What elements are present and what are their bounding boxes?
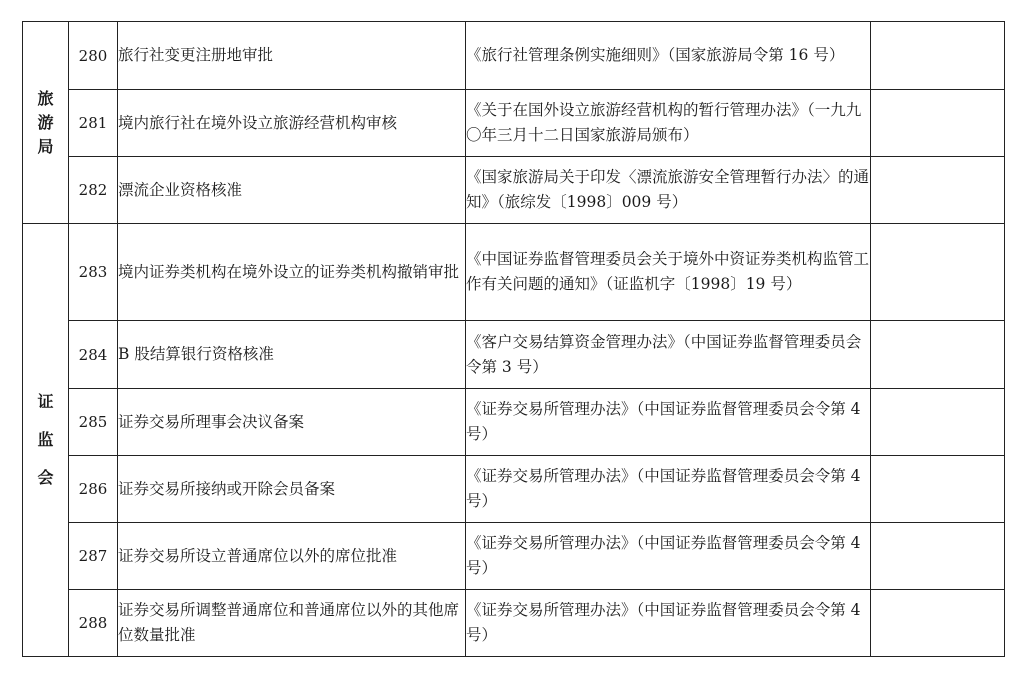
remarks-cell [871, 224, 1005, 321]
department-cell-csrc [23, 224, 69, 657]
table-row [23, 523, 1005, 590]
legal-basis: 《证券交易所管理办法》（中国证券监督管理委员会令第 4 号） [466, 523, 871, 590]
department-char: 证 [37, 392, 54, 411]
item-name: 漂流企业资格核准 [118, 157, 466, 224]
item-number: 285 [69, 389, 118, 456]
item-name: 旅行社变更注册地审批 [118, 22, 466, 90]
remarks-cell [871, 321, 1005, 389]
legal-basis: 《证券交易所管理办法》（中国证券监督管理委员会令第 4 号） [466, 590, 871, 657]
legal-basis: 《客户交易结算资金管理办法》（中国证券监督管理委员会令第 3 号） [466, 321, 871, 389]
table-row [23, 90, 1005, 157]
item-name: 证券交易所调整普通席位和普通席位以外的其他席位数量批准 [118, 590, 466, 657]
remarks-cell [871, 590, 1005, 657]
department-char: 局 [37, 136, 54, 156]
item-name: 境内证券类机构在境外设立的证券类机构撤销审批 [118, 224, 466, 321]
department-cell-cnta [23, 22, 69, 224]
legal-basis: 《旅行社管理条例实施细则》（国家旅游局令第 16 号） [466, 22, 871, 90]
table-row [23, 321, 1005, 389]
legal-basis: 《证券交易所管理办法》（中国证券监督管理委员会令第 4 号） [466, 456, 871, 523]
legal-basis: 《关于在国外设立旅游经营机构的暂行管理办法》（一九九〇年三月十二日国家旅游局颁布） [466, 90, 871, 157]
remarks-cell [871, 90, 1005, 157]
department-char: 游 [37, 112, 54, 132]
item-name: 证券交易所接纳或开除会员备案 [118, 456, 466, 523]
department-char: 监 [37, 430, 54, 449]
item-number: 284 [69, 321, 118, 389]
table-row [23, 22, 1005, 90]
table-row [23, 590, 1005, 657]
table-row [23, 456, 1005, 523]
item-number: 286 [69, 456, 118, 523]
remarks-cell [871, 157, 1005, 224]
legal-basis: 《证券交易所管理办法》（中国证券监督管理委员会令第 4 号） [466, 389, 871, 456]
legal-basis: 《中国证券监督管理委员会关于境外中资证券类机构监管工作有关问题的通知》（证监机字〔1998〕19 号） [466, 224, 871, 321]
table-row [23, 224, 1005, 321]
item-number: 282 [69, 157, 118, 224]
item-number: 281 [69, 90, 118, 157]
remarks-cell [871, 523, 1005, 590]
remarks-cell [871, 389, 1005, 456]
remarks-cell [871, 456, 1005, 523]
item-name: 证券交易所设立普通席位以外的席位批准 [118, 523, 466, 590]
approval-items-table [22, 21, 1005, 657]
item-number: 288 [69, 590, 118, 657]
department-char: 会 [37, 468, 54, 487]
item-name: 证券交易所理事会决议备案 [118, 389, 466, 456]
remarks-cell [871, 22, 1005, 90]
department-char: 旅 [37, 88, 54, 108]
item-name: 境内旅行社在境外设立旅游经营机构审核 [118, 90, 466, 157]
item-number: 280 [69, 22, 118, 90]
item-number: 287 [69, 523, 118, 590]
table-row [23, 157, 1005, 224]
table-row [23, 389, 1005, 456]
legal-basis: 《国家旅游局关于印发〈漂流旅游安全管理暂行办法〉的通知》（旅综发〔1998〕009 号） [466, 157, 871, 224]
item-number: 283 [69, 224, 118, 321]
item-name: B 股结算银行资格核准 [118, 321, 466, 389]
